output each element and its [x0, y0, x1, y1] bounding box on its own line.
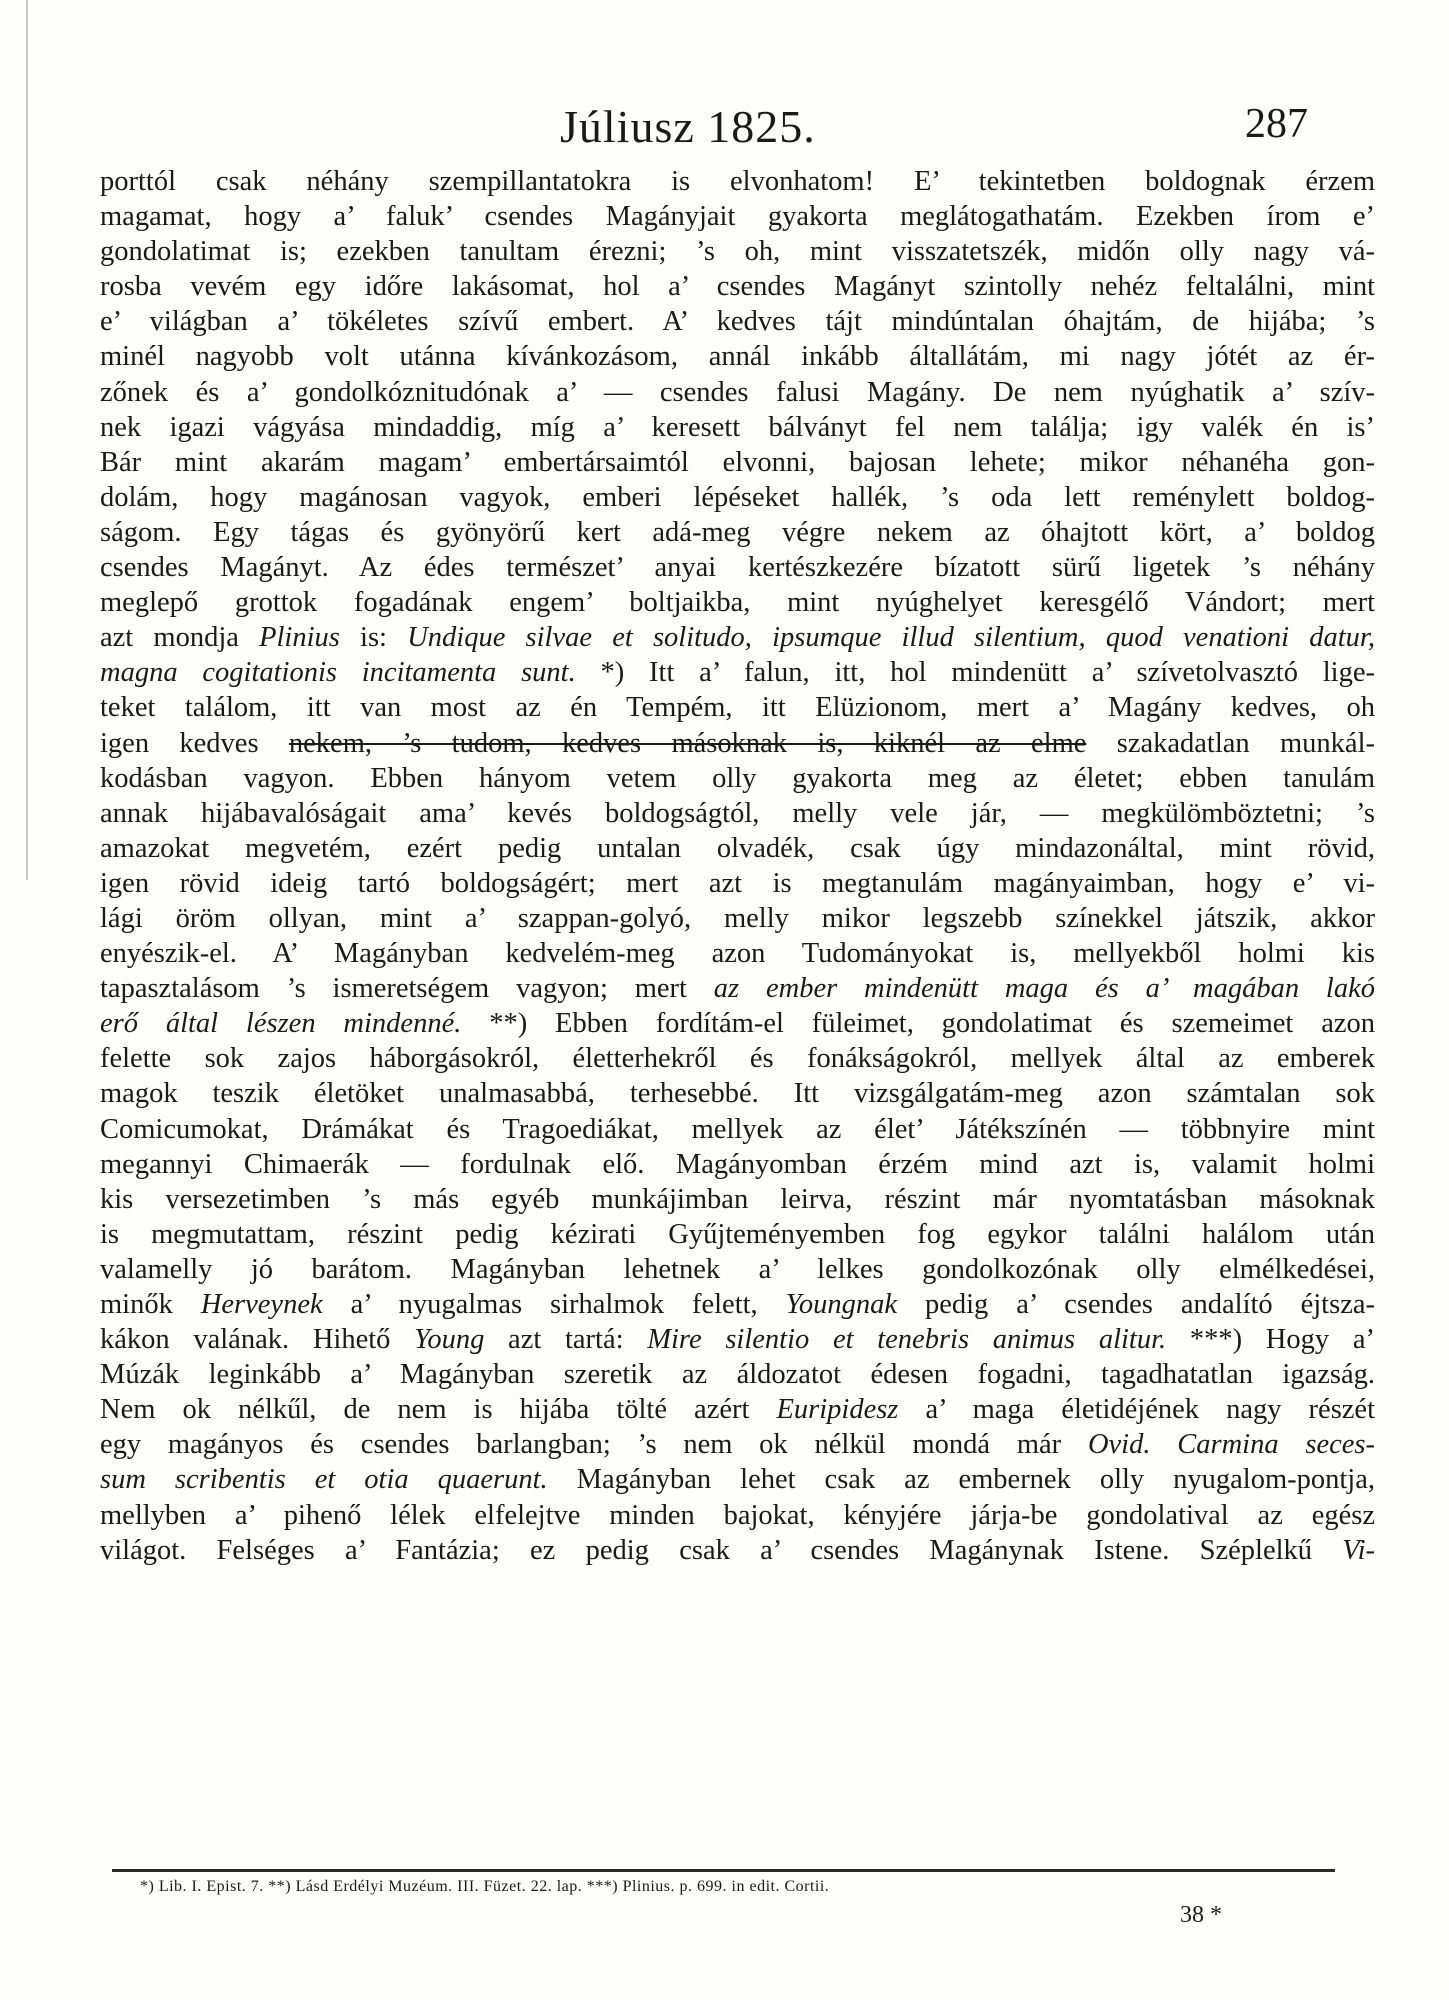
- text-segment: azt mondja: [100, 622, 260, 654]
- text-segment: nek igazi vágyása mindaddig, míg a’ keresett bálványt fel nem találja; igy valék én is’: [100, 411, 1375, 443]
- text-line: [100, 726, 1375, 761]
- text-line: [100, 1041, 1375, 1076]
- signature-mark: 38 *: [1180, 1902, 1222, 1928]
- text-segment: kákon valának. Hihető: [100, 1324, 415, 1356]
- text-segment: is megmutattam, részint pedig kézirati Gyűjteményemben fog egykor találni halálom után: [100, 1218, 1375, 1250]
- text-line: [100, 1392, 1375, 1427]
- text-segment: enyészik-el. A’ Magányban kedvelém-meg azon Tudományokat is, mellyekből holmi kis: [100, 938, 1375, 970]
- text-segment: e’ világban a’ tökéletes szívű embert. A’ kedves tájt mindúntalan óhajtám, de hijába; ’s: [100, 306, 1375, 338]
- text-segment: mellyben a’ pihenő lélek elfelejtve minden bajokat, kényjére járja-be gondolatival az egész: [100, 1499, 1375, 1531]
- text-line: [100, 304, 1375, 339]
- text-segment: igen kedves: [100, 727, 289, 759]
- italic-segment: Undique silvae et solitudo, ipsumque illud silentium, quod venationi datur,: [407, 622, 1375, 654]
- text-line: [100, 1252, 1375, 1287]
- text-line: [100, 1287, 1375, 1322]
- text-line: [100, 1147, 1375, 1182]
- text-segment: igen rövid ideig tartó boldogságért; mert azt is megtanulám magányaimban, hogy e’ vi-: [100, 867, 1375, 899]
- text-segment: egy magányos és csendes barlangban; ’s nem ok nélkül mondá már: [100, 1429, 1088, 1461]
- text-segment: felette sok zajos háborgásokról, életterhekről és fonákságokról, mellyek által az emberek: [100, 1043, 1375, 1075]
- italic-segment: Plinius: [259, 622, 340, 654]
- page-number: 287: [1245, 101, 1308, 147]
- text-line: [100, 1498, 1375, 1533]
- text-line: [100, 1182, 1375, 1217]
- text-segment: azt tartá:: [484, 1324, 648, 1356]
- italic-segment: Herveynek: [200, 1289, 323, 1320]
- text-segment: megannyi Chimaerák — fordulnak elő. Magányomban érzém mind azt is, valamit holmi: [100, 1148, 1375, 1180]
- italic-segment: Ovid. Carmina seces-: [1087, 1429, 1376, 1461]
- text-line: [100, 1462, 1375, 1497]
- text-segment: zőnek és a’ gondolkóznitudónak a’ — csendes falusi Magány. De nem nyúghatik a’ szív-: [100, 376, 1375, 408]
- text-segment: dolám, hogy magánosan vagyok, emberi lépéseket hallék, ’s oda lett reménylett boldog-: [100, 481, 1375, 513]
- text-line: [100, 1357, 1375, 1392]
- text-segment: ***) Hogy a’: [1166, 1324, 1375, 1356]
- text-line: [100, 339, 1375, 374]
- text-segment: Múzák leginkább a’ Magányban szeretik az áldozatot édesen fogadni, tagadhatatlan igazság.: [100, 1359, 1375, 1391]
- text-line: [100, 480, 1375, 515]
- text-segment: csendes Magányt. Az édes természet’ anyai kertészkezére bízatott sürű ligetek ’s néhány: [100, 552, 1375, 584]
- italic-segment: Young: [414, 1324, 485, 1356]
- text-line: [100, 1533, 1375, 1568]
- text-line: [100, 164, 1375, 199]
- text-segment: a’ maga életidéjének nagy részét: [898, 1394, 1375, 1426]
- body-text: [100, 164, 1375, 1568]
- text-line: [100, 796, 1375, 831]
- text-line: [100, 1322, 1375, 1357]
- text-line: [100, 1217, 1375, 1252]
- text-line: [100, 831, 1375, 866]
- text-segment: lági öröm ollyan, mint a’ szappan-golyó, melly mikor legszebb színekkel játszik, akkor: [100, 902, 1375, 934]
- struck-segment: nekem, ’s tudom, kedves másoknak is, kiknél az elme: [288, 727, 1087, 759]
- italic-segment: Euripidesz: [776, 1394, 899, 1426]
- text-segment: kis versezetimben ’s más egyéb munkájimban leirva, részint már nyomtatásban másoknak: [100, 1183, 1375, 1215]
- text-line: [100, 234, 1375, 269]
- text-line: [100, 866, 1375, 901]
- text-segment: meglepő grottok fogadának engem’ boltjaikba, mint nyúghelyet keresgélő Vándort; mert: [100, 587, 1375, 619]
- text-segment: a’ nyugalmas sirhalmok felett,: [322, 1289, 786, 1320]
- text-segment: minők: [100, 1289, 201, 1320]
- text-segment: világot. Felséges a’ Fantázia; ez pedig csak a’ csendes Magánynak Istene. Széplelkű: [100, 1534, 1343, 1566]
- text-line: [100, 1427, 1375, 1462]
- text-segment: amazokat megvetém, ezért pedig untalan olvadék, csak úgy mindazonáltal, mint rövid,: [100, 832, 1375, 864]
- text-segment: Nem ok nélkűl, de nem is hijába tölté azért: [100, 1394, 777, 1426]
- text-segment: minél nagyobb volt utánna kívánkozásom, annál inkább általlátám, mi nagy jótét az ér-: [100, 341, 1375, 373]
- text-segment: pedig a’ csendes andalító éjtsza-: [897, 1289, 1375, 1320]
- text-line: [100, 655, 1375, 690]
- italic-segment: sum scribentis et otia quaerunt.: [100, 1464, 548, 1496]
- text-segment: Comicumokat, Drámákat és Tragoediákat, mellyek az élet’ Játékszínén — többnyire mint: [100, 1113, 1375, 1145]
- text-line: [100, 690, 1375, 725]
- text-line: [100, 585, 1375, 620]
- text-line: [100, 620, 1375, 655]
- text-line: [100, 936, 1375, 971]
- italic-segment: az ember mindenütt maga és a’ magában lakó: [713, 973, 1375, 1005]
- italic-segment: Mire silentio et tenebris animus alitur.: [647, 1324, 1167, 1356]
- footnotes: *) Lib. I. Epist. 7. **) Lásd Erdélyi Muzéum. III. Füzet. 22. lap. ***) Plinius. p. 699. in edit. Cortii.: [140, 1878, 830, 1895]
- text-segment: ságom. Egy tágas és gyönyörű kert adá-meg végre nekem az óhajtott kört, a’ boldog: [100, 516, 1375, 548]
- text-line: [100, 410, 1375, 445]
- text-line: [100, 761, 1375, 796]
- text-segment: gondolatimat is; ezekben tanultam érezni; ’s oh, mint visszatetszék, midőn olly nagy vá-: [100, 236, 1375, 268]
- italic-segment: magna cogitationis incitamenta sunt.: [100, 657, 576, 689]
- text-segment: teket találom, itt van most az én Tempém, itt Elüzionom, mert a’ Magány kedves, oh: [100, 692, 1375, 724]
- text-line: [100, 971, 1375, 1006]
- text-line: [100, 269, 1375, 304]
- text-segment: **) Ebben fordítám-el füleimet, gondolatimat és szemeimet azon: [461, 1008, 1375, 1040]
- footnote-rule: [112, 1869, 1335, 1872]
- text-segment: Bár mint akarám magam’ embertársaimtól elvonni, bajosan lehete; mikor néhanéha gon-: [100, 446, 1375, 478]
- italic-segment: erő által lészen mindenné.: [100, 1008, 462, 1040]
- text-line: [100, 199, 1375, 234]
- text-segment: porttól csak néhány szempillantatokra is elvonhatom! E’ tekintetben boldognak érzem: [100, 166, 1375, 197]
- text-line: [100, 550, 1375, 585]
- text-segment: annak hijábavalóságait ama’ kevés boldogságtól, melly vele jár, — megkülömböztetni; ’s: [100, 797, 1375, 829]
- text-segment: kodásban vagyon. Ebben hányom vetem olly gyakorta meg az életet; ebben tanulám: [100, 762, 1375, 794]
- running-header: [0, 100, 1449, 160]
- header-title: Júliusz 1825.: [560, 101, 816, 152]
- text-segment: is:: [339, 622, 408, 654]
- text-line: [100, 1112, 1375, 1147]
- text-line: [100, 445, 1375, 480]
- text-segment: *) Itt a’ falun, itt, hol mindenütt a’ szívetolvasztó lige-: [575, 657, 1375, 689]
- text-line: [100, 1006, 1375, 1041]
- text-line: [100, 515, 1375, 550]
- text-line: [100, 901, 1375, 936]
- text-segment: magok teszik életöket unalmasabbá, terhesebbé. Itt vizsgálgatám-meg azon számtalan sok: [100, 1078, 1375, 1110]
- text-segment: tapasztalásom ’s ismeretségem vagyon; mert: [100, 973, 714, 1005]
- text-segment: rosba vevém egy időre lakásomat, hol a’ csendes Magányt szintolly nehéz feltalálni, mint: [100, 271, 1375, 303]
- text-segment: Magányban lehet csak az embernek olly nyugalom-pontja,: [547, 1464, 1375, 1496]
- italic-segment: Youngnak: [785, 1289, 898, 1320]
- text-line: [100, 375, 1375, 410]
- italic-segment: Vi-: [1342, 1534, 1375, 1566]
- text-segment: magamat, hogy a’ faluk’ csendes Magányjait gyakorta meglátogathatám. Ezekben írom e’: [100, 201, 1375, 233]
- text-line: [100, 1076, 1375, 1111]
- text-segment: valamelly jó barátom. Magányban lehetnek a’ lelkes gondolkozónak olly elmélkedései,: [100, 1253, 1375, 1285]
- text-segment: szakadatlan munkál-: [1086, 727, 1375, 759]
